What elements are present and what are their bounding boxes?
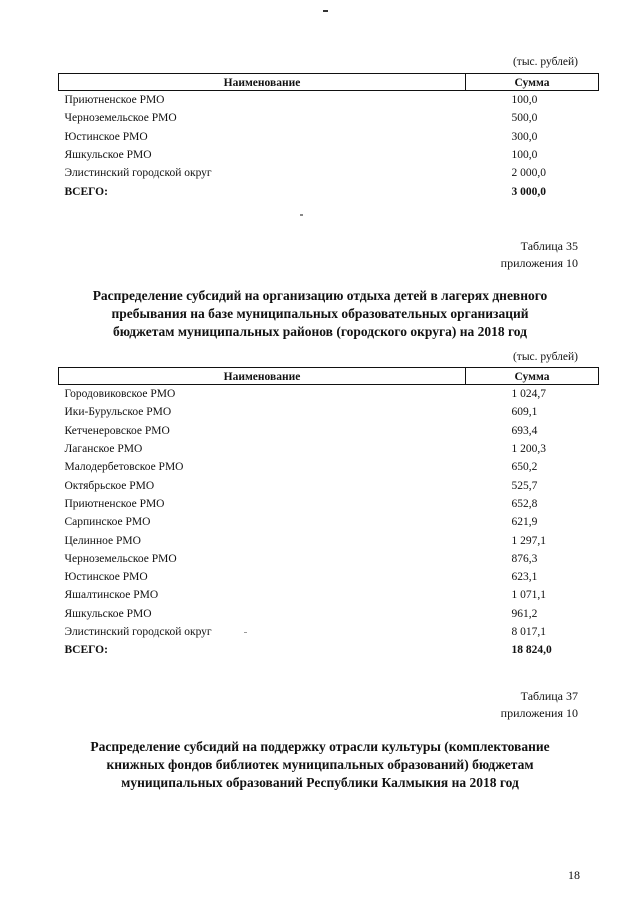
- table-row: [59, 586, 599, 604]
- row-sum: 961,2: [511, 607, 538, 620]
- section35-title-line: Распределение субсидий на организацию отдыха детей в лагерях дневного: [92, 288, 548, 303]
- row-name: Яшкульское РМО: [64, 149, 152, 162]
- table35-number: Таблица 35: [520, 239, 578, 253]
- table1-total-row: [59, 182, 599, 200]
- row-name: Черноземельское РМО: [64, 112, 177, 125]
- table-row: [59, 476, 599, 494]
- table-row: [59, 531, 599, 549]
- row-sum: 8 017,1: [511, 626, 546, 638]
- row-name: Октябрьское РМО: [64, 479, 155, 492]
- table-row: [59, 458, 599, 476]
- row-name: Городовиковское РМО: [64, 388, 176, 401]
- table35-caption: [501, 238, 578, 272]
- row-sum: 1 024,7: [511, 388, 546, 401]
- table2-unit-label: (тыс. рублей): [512, 351, 578, 363]
- section37-title-line: муниципальных образований Республики Калмыкия на 2018 год: [121, 775, 519, 790]
- row-sum: 100,0: [511, 149, 538, 162]
- table-row: [59, 403, 599, 421]
- row-name: Сарпинское РМО: [64, 516, 151, 529]
- row-name: Приютненское РМО: [64, 94, 165, 107]
- scan-artifact: [323, 10, 328, 12]
- row-sum: 693,4: [511, 424, 538, 437]
- table-row: [59, 495, 599, 513]
- table-row: [59, 440, 599, 458]
- table-row: [59, 422, 599, 440]
- table-row: [59, 568, 599, 586]
- row-name: Приютненское РМО: [64, 497, 165, 510]
- row-sum: 525,7: [511, 479, 538, 492]
- row-name: Яшкульское РМО: [64, 607, 152, 620]
- table37-number: Таблица 37: [520, 689, 578, 703]
- table1-subsidy-table: [58, 73, 599, 201]
- section35-title-line: бюджетам муниципальных районов (городского округа) на 2018 год: [113, 324, 527, 339]
- section37-title-line: книжных фондов библиотек муниципальных образований) бюджетам: [106, 757, 534, 772]
- row-sum: 621,9: [511, 516, 538, 529]
- row-name: Элистинский городской округ: [64, 626, 212, 638]
- table-row: [59, 605, 599, 623]
- row-sum: 2 000,0: [511, 167, 546, 180]
- table37-appendix: приложения 10: [500, 706, 578, 720]
- row-sum: 500,0: [511, 112, 538, 125]
- row-sum: 1 071,1: [511, 589, 546, 602]
- row-sum: 623,1: [511, 571, 538, 584]
- table-row: [59, 109, 599, 127]
- row-name: Черноземельское РМО: [64, 552, 177, 565]
- table-row: [59, 385, 599, 404]
- row-sum: 300,0: [511, 130, 538, 143]
- table-row: [59, 91, 599, 110]
- table37-caption: [501, 688, 578, 722]
- table-row: [59, 146, 599, 164]
- table-row: [59, 128, 599, 146]
- table2-header-sum: Сумма: [466, 368, 599, 385]
- table-row: [59, 623, 599, 641]
- table1-unit-label: (тыс. рублей): [512, 56, 578, 68]
- total-label: ВСЕГО:: [64, 644, 108, 657]
- row-name: Кетченеровское РМО: [64, 424, 170, 437]
- row-sum: 650,2: [511, 461, 538, 474]
- section35-title: [50, 287, 590, 341]
- table1-header-name: Наименование: [59, 74, 466, 91]
- row-name: Малодербетовское РМО: [64, 461, 184, 474]
- section35-title-line: пребывания на базе муниципальных образовательных организаций: [111, 306, 529, 321]
- row-sum: 1 200,3: [511, 443, 546, 456]
- row-sum: 100,0: [511, 94, 538, 107]
- section37-title: [50, 738, 590, 792]
- table-row: [59, 550, 599, 568]
- table2-header-name: Наименование: [59, 368, 466, 385]
- row-name: Юстинское РМО: [64, 130, 148, 143]
- table2-header-row: [59, 368, 599, 385]
- scan-artifact: [300, 214, 303, 216]
- row-sum: 609,1: [511, 406, 538, 419]
- scan-artifact: [244, 632, 247, 633]
- table35-appendix: приложения 10: [500, 256, 578, 270]
- total-label: ВСЕГО:: [64, 185, 108, 198]
- page-number: 18: [568, 868, 580, 882]
- table2-total-row: [59, 641, 599, 659]
- row-name: Лаганское РМО: [64, 443, 143, 456]
- table-row: [59, 164, 599, 182]
- total-sum: 18 824,0: [511, 644, 552, 657]
- row-name: Элистинский городской округ: [64, 167, 212, 180]
- row-sum: 1 297,1: [511, 534, 546, 547]
- row-name: Целинное РМО: [64, 534, 141, 547]
- table1-header-row: [59, 74, 599, 91]
- row-name: Яшалтинское РМО: [64, 589, 159, 602]
- row-sum: 876,3: [511, 552, 538, 565]
- table-row: [59, 513, 599, 531]
- total-sum: 3 000,0: [511, 185, 546, 198]
- section37-title-line: Распределение субсидий на поддержку отрасли культуры (комплектование: [90, 739, 550, 754]
- table1-header-sum: Сумма: [466, 74, 599, 91]
- row-sum: 652,8: [511, 497, 538, 510]
- table2-subsidy-table: [58, 367, 599, 659]
- row-name: Ики-Бурульское РМО: [64, 406, 172, 419]
- row-name: Юстинское РМО: [64, 571, 148, 584]
